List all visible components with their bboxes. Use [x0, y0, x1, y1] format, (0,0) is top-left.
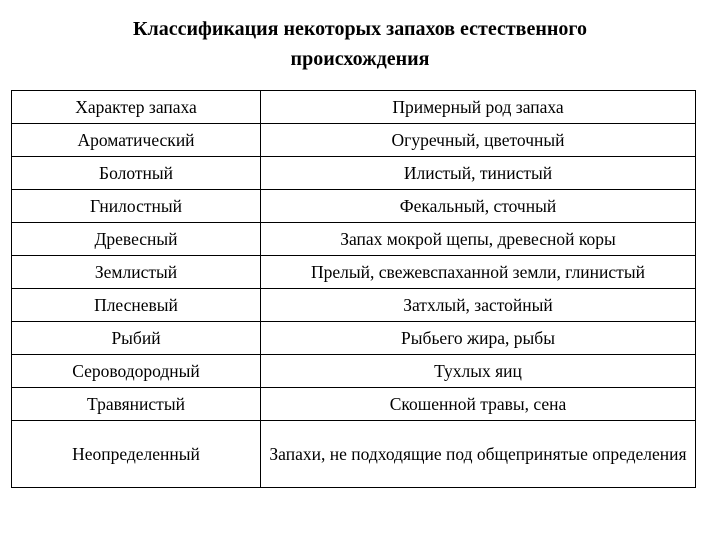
- odor-kind-cell: Тухлых яиц: [261, 355, 696, 388]
- odor-kind-cell: Затхлый, застойный: [261, 289, 696, 322]
- odor-kind-cell: Скошенной травы, сена: [261, 388, 696, 421]
- header-odor-kind: Примерный род запаха: [261, 91, 696, 124]
- table-row: [12, 355, 696, 388]
- odor-character-cell: Древесный: [12, 223, 261, 256]
- table-header-row: [12, 91, 696, 124]
- odor-character-cell: Сероводородный: [12, 355, 261, 388]
- table-row: [12, 421, 696, 488]
- table-row: [12, 289, 696, 322]
- table-row: [12, 124, 696, 157]
- odor-character-cell: Землистый: [12, 256, 261, 289]
- page-title: [0, 14, 720, 74]
- odor-kind-cell: Запахи, не подходящие под общепринятые определения: [261, 421, 696, 488]
- odor-character-cell: Плесневый: [12, 289, 261, 322]
- title-line-2: происхождения: [290, 48, 430, 70]
- odor-classification-table: [11, 90, 696, 488]
- table-row: [12, 322, 696, 355]
- header-odor-character: Характер запаха: [12, 91, 261, 124]
- odor-character-cell: Гнилостный: [12, 190, 261, 223]
- table-row: [12, 190, 696, 223]
- odor-kind-cell: Прелый, свежевспаханной земли, глинистый: [261, 256, 696, 289]
- odor-character-cell: Неопределенный: [12, 421, 261, 488]
- odor-character-cell: Ароматический: [12, 124, 261, 157]
- table-row: [12, 157, 696, 190]
- table-row: [12, 223, 696, 256]
- odor-kind-cell: Фекальный, сточный: [261, 190, 696, 223]
- odor-kind-cell: Запах мокрой щепы, древесной коры: [261, 223, 696, 256]
- odor-character-cell: Болотный: [12, 157, 261, 190]
- table-row: [12, 388, 696, 421]
- odor-character-cell: Травянистый: [12, 388, 261, 421]
- odor-kind-cell: Рыбьего жира, рыбы: [261, 322, 696, 355]
- odor-character-cell: Рыбий: [12, 322, 261, 355]
- table-row: [12, 256, 696, 289]
- title-line-1: Классификация некоторых запахов естественного: [133, 18, 587, 40]
- odor-kind-cell: Илистый, тинистый: [261, 157, 696, 190]
- odor-kind-cell: Огуречный, цветочный: [261, 124, 696, 157]
